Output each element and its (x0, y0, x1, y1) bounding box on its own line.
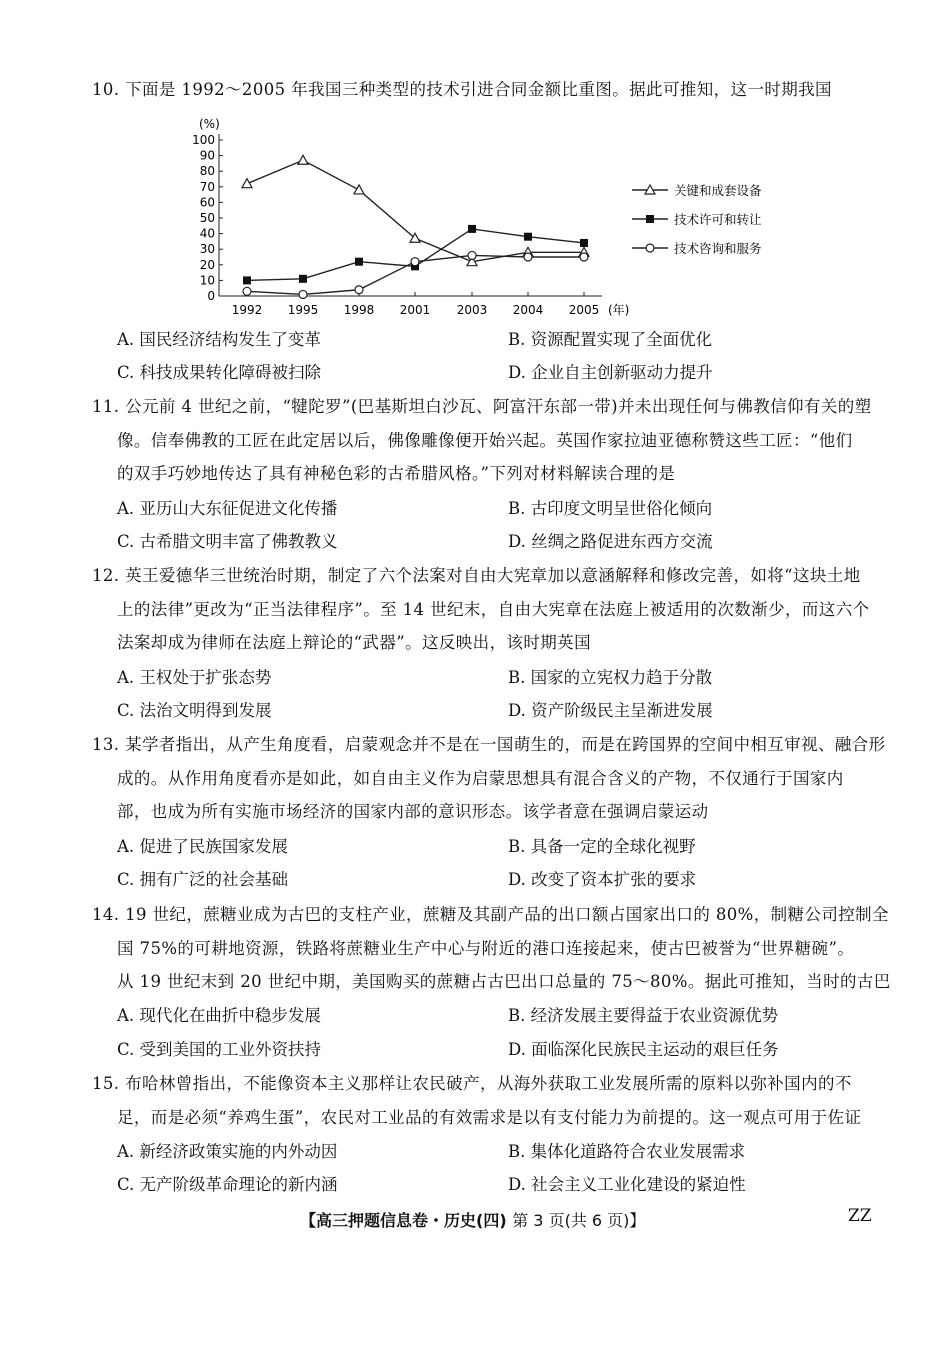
data-point-triangle (242, 179, 252, 188)
data-point-square (524, 233, 532, 241)
y-tick-label: 30 (199, 242, 215, 257)
q14-option-a[interactable]: A. 现代化在曲折中稳步发展 (117, 1006, 321, 1025)
data-point-circle (243, 287, 251, 295)
footer-title: 【高三押题信息卷・历史(四) (300, 1211, 507, 1230)
question-11-line-1: 11. 公元前 4 世纪之前，“犍陀罗”(巴基斯坦白沙瓦、阿富汗东部一带)并未出现任何与佛教信仰有关的塑 (92, 397, 872, 416)
question-13-line-3: 部，也成为所有实施市场经济的国家内部的意识形态。该学者意在强调启蒙运动 (117, 802, 709, 821)
data-point-triangle (298, 155, 308, 164)
legend-label: 技术咨询和服务 (674, 241, 762, 256)
y-tick-label: 90 (199, 148, 215, 163)
x-tick-label: 1992 (231, 303, 263, 317)
y-tick-label: 60 (199, 195, 215, 210)
x-tick-label: 1995 (287, 303, 319, 317)
x-tick-label: 1998 (343, 303, 375, 317)
data-point-circle (411, 258, 419, 266)
y-tick-label: 50 (199, 211, 215, 225)
question-12-line-3: 法案却成为律师在法庭上辩论的“武器”。这反映出，该时期英国 (117, 633, 591, 652)
question-14-line-1: 14. 19 世纪，蔗糖业成为古巴的支柱产业，蔗糖及其副产品的出口额占国家出口的 80%，制糖公司控制全 (92, 905, 889, 924)
question-12-line-2: 上的法律”更改为“正当法律程序”。至 14 世纪末，自由大宪章在法庭上被适用的次数渐少，而这六个 (117, 600, 870, 619)
legend-circle-icon (646, 244, 654, 252)
q14-option-c[interactable]: C. 受到美国的工业外资扶持 (117, 1040, 322, 1059)
question-13-line-2: 成的。从作用角度看亦是如此，如自由主义作为启蒙思想具有混合含义的产物，不仅通行于国家内 (117, 769, 844, 788)
question-15-line-2: 足，而是必须“养鸡生蛋”，农民对工业品的有效需求是以有支付能力为前提的。这一观点可用于佐证 (117, 1108, 862, 1127)
data-point-triangle (354, 185, 364, 194)
q15-option-a[interactable]: A. 新经济政策实施的内外动因 (117, 1142, 338, 1161)
x-axis-unit-label: (年) (608, 303, 630, 317)
data-point-square (243, 276, 251, 284)
question-14-line-2: 国 75%的可耕地资源，铁路将蔗糖业生产中心与附近的港口连接起来，使古巴被誉为“世界糖碗”。 (117, 939, 855, 958)
line-chart (190, 114, 790, 326)
q15-option-b[interactable]: B. 集体化道路符合农业发展需求 (508, 1142, 746, 1161)
q14-option-d[interactable]: D. 面临深化民族民主运动的艰巨任务 (508, 1040, 779, 1059)
q10-option-b[interactable]: B. 资源配置实现了全面优化 (508, 330, 713, 349)
q12-option-a[interactable]: A. 王权处于扩张态势 (117, 668, 272, 687)
data-point-circle (299, 290, 307, 298)
x-tick-label: 2001 (399, 303, 431, 317)
data-point-circle (524, 253, 532, 261)
y-tick-label: 70 (199, 179, 215, 194)
question-15-line-1: 15. 布哈林曾指出，不能像资本主义那样让农民破产，从海外获取工业发展所需的原料以弥补国内的不 (92, 1074, 852, 1093)
series-line-triangle (247, 160, 584, 261)
question-10-stem: 10. 下面是 1992～2005 年我国三种类型的技术引进合同金额比重图。据此可推知，这一时期我国 (92, 80, 832, 99)
data-point-square (580, 239, 588, 247)
question-11-line-3: 的双手巧妙地传达了具有神秘色彩的古希腊风格。”下列对材料解读合理的是 (117, 464, 676, 483)
q13-option-a[interactable]: A. 促进了民族国家发展 (117, 837, 288, 856)
data-point-circle (468, 251, 476, 259)
x-tick-label: 2005 (568, 303, 600, 317)
x-tick-label: 2003 (456, 303, 488, 317)
q13-option-d[interactable]: D. 改变了资本扩张的要求 (508, 870, 697, 889)
q11-option-b[interactable]: B. 古印度文明呈世俗化倾向 (508, 499, 713, 518)
y-tick-label: 40 (199, 226, 215, 241)
page-footer (300, 1208, 645, 1231)
q11-option-c[interactable]: C. 古希腊文明丰富了佛教教义 (117, 532, 338, 551)
legend-label: 关键和成套设备 (674, 183, 762, 198)
x-tick-label: 2004 (512, 303, 544, 317)
q13-option-c[interactable]: C. 拥有广泛的社会基础 (117, 870, 289, 889)
footer-page-number: 第 3 页(共 6 页)】 (512, 1211, 646, 1230)
question-12-line-1: 12. 英王爱德华三世统治时期，制定了六个法案对自由大宪章加以意涵解释和修改完善，如将“这块土地 (92, 566, 861, 585)
question-11-line-2: 像。信奉佛教的工匠在此定居以后，佛像雕像便开始兴起。英国作家拉迪亚德称赞这些工匠：“他们 (117, 431, 853, 450)
q13-option-b[interactable]: B. 具备一定的全球化视野 (508, 837, 696, 856)
data-point-square (468, 225, 476, 233)
q15-option-d[interactable]: D. 社会主义工业化建设的紧迫性 (508, 1175, 746, 1194)
q10-option-a[interactable]: A. 国民经济结构发生了变革 (117, 330, 321, 349)
q12-option-c[interactable]: C. 法治文明得到发展 (117, 701, 272, 720)
y-tick-label: 0 (207, 289, 215, 303)
q10-option-c[interactable]: C. 科技成果转化障碍被扫除 (117, 363, 322, 382)
footer-code: ZZ (848, 1206, 872, 1226)
y-tick-label: 20 (199, 257, 215, 272)
y-tick-label: 80 (199, 164, 215, 179)
data-point-circle (580, 253, 588, 261)
data-point-square (355, 258, 363, 266)
question-13-line-1: 13. 某学者指出，从产生角度看，启蒙观念并不是在一国萌生的，而是在跨国界的空间中相互审视、融合形 (92, 735, 886, 754)
q14-option-b[interactable]: B. 经济发展主要得益于农业资源优势 (508, 1006, 779, 1025)
y-axis-unit-label: (%) (199, 117, 220, 131)
question-14-line-3: 从 19 世纪末到 20 世纪中期，美国购买的蔗糖占古巴出口总量的 75～80%。据此可推知，当时的古巴 (117, 972, 891, 991)
legend-square-icon (646, 215, 654, 223)
legend-label: 技术许可和转让 (674, 212, 762, 227)
y-tick-label: 10 (199, 273, 215, 288)
y-tick-label: 100 (192, 133, 215, 147)
q11-option-a[interactable]: A. 亚历山大东征促进文化传播 (117, 499, 338, 518)
q10-option-d[interactable]: D. 企业自主创新驱动力提升 (508, 363, 713, 382)
q15-option-c[interactable]: C. 无产阶级革命理论的新内涵 (117, 1175, 338, 1194)
q12-option-d[interactable]: D. 资产阶级民主呈渐进发展 (508, 701, 713, 720)
q12-option-b[interactable]: B. 国家的立宪权力趋于分散 (508, 668, 713, 687)
q11-option-d[interactable]: D. 丝绸之路促进东西方交流 (508, 532, 713, 551)
data-point-square (299, 275, 307, 283)
data-point-circle (355, 286, 363, 294)
